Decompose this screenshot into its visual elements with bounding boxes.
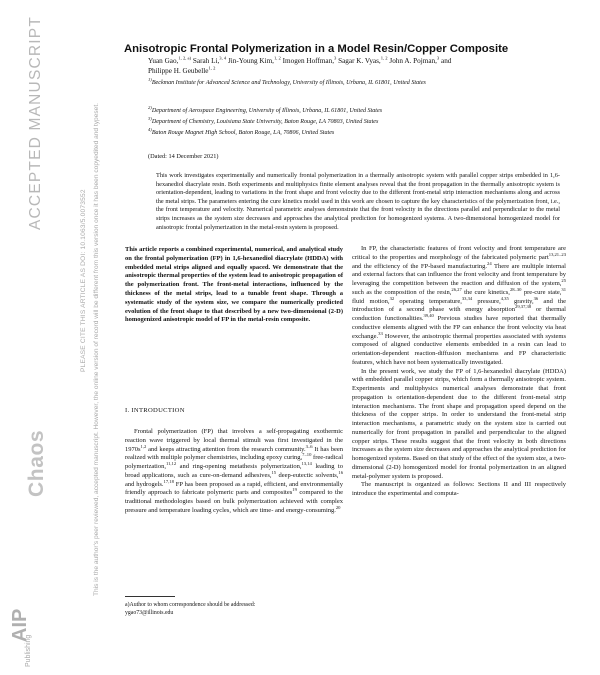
footnote — [125, 601, 343, 617]
text-run: leading to broad applications, such as cure-on-demand adhesives, — [125, 463, 343, 479]
author-name: Sarah Li, — [191, 57, 220, 65]
text-run: There are multiple internal and external factors that can influence the front velocity and front temperature by leveraging the competition between the reaction and diffusion of the system, — [352, 262, 566, 287]
citation-sup: 32 — [389, 295, 395, 301]
affiliation-sup: 3) — [148, 115, 152, 121]
author-sup: 1, 2 — [208, 65, 216, 71]
text-run: However, the anisotropic thermal properties associated with systems composed of aligned conductive elements embedded in a resin can lead to orientation-dependent reaction-diffusion mechanisms and FP characteristic features, which have not been systematically investigated. — [352, 332, 566, 366]
text-run: Frontal polymerization (FP) that involves a self-propagating exothermic reaction wave triggered by local thermal stimuli was first investigated in the 1970s — [125, 428, 343, 453]
text-run: operating temperature, — [394, 297, 462, 305]
author-sup: 1, 2 — [380, 55, 388, 61]
aip-logo-text: AIP — [9, 608, 31, 642]
paper-title: Anisotropic Frontal Polymerization in a Model Resin/Copper Composite — [124, 43, 509, 55]
affiliation-2 — [148, 104, 568, 115]
affiliation-text: Baton Rouge Magnet High School, Baton Rouge, LA, 70806, United States — [151, 130, 335, 136]
citation-sup: 31 — [561, 286, 566, 292]
text-run: It has been realized with multiple polymer chemistries, including epoxy curing, — [125, 445, 344, 462]
accepted-manuscript-watermark: ACCEPTED MANUSCRIPT — [27, 16, 44, 230]
text-run: fluid motion, — [352, 297, 390, 305]
citation-sup: 29,37,38 — [515, 304, 532, 310]
affiliation-sup: 1) — [148, 76, 152, 82]
author-name: Yuan Gao, — [148, 57, 179, 65]
affiliation-text: Department of Chemistry, Louisiana State University, Baton Rouge, LA 70803, United States — [151, 119, 379, 125]
author-name: Imogen Hoffman, — [280, 57, 335, 65]
citation-sup: 33,34 — [461, 295, 473, 301]
lead-paragraph: This article reports a combined experimental, numerical, and analytical study on the frontal polymerization (FP) in 1,6-hexanediol diacrylate (HDDA) with embedded metal strips aligned and equally spaced. We demonstrate that the anisotropic thermal properties of the system lead to anisotropic propagation of the polymerization front. The front-metal interactions, influenced by the thickness of the metal strips, lead to a tunable front shape. Through a systematic study of the system size, we compare the numerically predicted evolution of the front shape to that described by a new two-dimensional (2-D) homogenized anisotropic model of FP in the metal-resin composite. — [125, 246, 343, 324]
citation-sup: 4,35 — [500, 295, 509, 301]
right-paragraph-3: The manuscript is organized as follows: Sections II and III respectively introduce the experimental and computa- — [352, 481, 566, 497]
affiliation-text: Department of Aerospace Engineering, University of Illinois, Urbana, IL 61801, United States — [151, 108, 383, 114]
text-run: Previous studies have reported that thermally conductive elements aligned with the FP can enhance the front velocity via heat exchange. — [352, 315, 566, 340]
left-margin — [0, 0, 112, 675]
author-sup: 3 — [436, 55, 440, 61]
publisher-note: This is the author's peer reviewed, accepted manuscript. However, the online version of record will be different from this version once it has been copyedited and typeset. — [93, 102, 100, 596]
text-run: gravity, — [508, 297, 534, 305]
text-run: deep-eutectic solvents, — [276, 471, 339, 479]
affiliation-4 — [148, 126, 568, 137]
right-column — [352, 245, 566, 499]
text-run: and hydrogels. — [125, 480, 164, 488]
text-run: and keeps attracting attention from the research community. — [146, 445, 306, 453]
author-sup: 1, 2 — [273, 55, 281, 61]
citation-sup: 28–30 — [509, 286, 522, 292]
citation-sup: 7–10 — [302, 452, 312, 458]
citation-sup: 13,14 — [301, 460, 312, 466]
right-paragraph-1 — [352, 245, 566, 368]
text-run: In FP, the characteristic features of front velocity and front temperature are critical to the properties and morphology of the fabricated polymeric part — [352, 245, 566, 261]
author-list — [148, 57, 568, 76]
affiliation-sup: 4) — [148, 126, 152, 132]
text-run: such as the composition of the resin, — [352, 288, 452, 296]
text-run: pressure, — [472, 297, 501, 305]
citation-sup: 11,12 — [165, 460, 177, 466]
citation-sup: 39,40 — [423, 312, 434, 318]
citation-sup: 24 — [487, 260, 492, 266]
citation-sup: 17,18 — [163, 478, 174, 484]
text-run: or thermal conduction functionalities. — [352, 306, 566, 322]
citation-sup: 1,2 — [140, 443, 147, 449]
citation-sup: 13,21–23 — [548, 251, 566, 257]
right-paragraph-2: In the present work, we study the FP of 1,6-hexanediol diacrylate (HDDA) with embedded parallel copper strips, which form a thermally anisotropic system. Experiments and multiphysics numerical analyses demonstrate that front propagation is orientation-dependent due to the different front-metal strip interaction mechanisms. The front shape and propagation speed depend on the thickness of the copper strips. In order to understand the front-metal strip interaction mechanisms, a parametric study on the system size is carried out numerically for front propagation in parallel and perpendicular to the aligned copper strips. These results suggest that the front velocity in both directions increases as the system size decreases and approaches the analytical prediction for homogenized systems. Based on that study of the effect of the system size, a two-dimensional (2-D) homogenized model for frontal polymerization in an aligned metal-polymer system is proposed. — [352, 367, 566, 480]
please-cite-doi: PLEASE CITE THIS ARTICLE AS DOI: 10.1063/5.0073552 — [80, 189, 87, 372]
abstract: This work investigates experimentally and numerically frontal polymerization in a thermally anisotropic system with parallel copper strips embedded in 1,6-hexanediol diacrylate resin. Both experiments and multiphysics finite element analyses reveal that the front propagation in the thermally anisotropic system is orientation-dependent, leading to variations in the front shape and front velocity due to the different front-metal strip interaction mechanisms along and across the metal strips. The parameters entering the cure kinetics model used in this work are chosen to capture the key characteristics of the polymerization front, i.e., the front temperature and velocity. Numerical parametric analyses demonstrate that the front velocity in the directions parallel and perpendicular to the metal strips increases as the system size decreases and approaches the analytical prediction for homogenized systems. A two-dimensional homogenized model for anisotropic frontal polymerization in the metal-resin system is proposed. — [156, 172, 560, 231]
affiliation-1 — [148, 76, 568, 87]
citation-sup: 16 — [338, 469, 343, 475]
correspondence-email[interactable]: ygao73@illinois.edu — [125, 610, 174, 616]
citation-sup: 26,27 — [451, 286, 462, 292]
publishing-logo-text: Publishing — [25, 634, 32, 667]
citation-sup: 20 — [335, 504, 341, 510]
author-sup: 3 — [334, 55, 337, 61]
author-name: John A. Pojman, — [387, 57, 437, 65]
citation-sup: 36 — [533, 295, 539, 301]
text-run: compared to the traditional methodologies based on bulk polymerization achieved with complex pressure and temperature loading cycles, which are time- and energy-consuming. — [125, 489, 343, 514]
author-and: and — [439, 57, 452, 65]
citation-sup: 15 — [271, 469, 277, 475]
text-run: the cure kinetics, — [461, 288, 510, 296]
text-run: and ring-opening metathesis polymerization, — [176, 463, 302, 470]
citation-sup: 3–6 — [305, 443, 313, 449]
text-run: FP has been proposed as a rapid, efficient, and environmentally friendly approach to fabricate polymeric parts and composites — [125, 480, 343, 497]
author-name: Jin-Young Kim, — [226, 57, 274, 65]
citation-sup: 33 — [378, 330, 383, 336]
affiliation-text: Beckman Institute for Advanced Science and Technology, University of Illinois, Urbana, IL 61801, United States — [151, 80, 426, 86]
footnote-rule — [125, 596, 175, 597]
dated-line: (Dated: 14 December 2021) — [148, 153, 219, 160]
affiliation-sup: 2) — [148, 104, 152, 110]
author-sup: 3, 4 — [219, 55, 227, 61]
section-heading-introduction: I. INTRODUCTION — [125, 407, 185, 414]
text-run: and the introduction of a second phase with energy absorption — [352, 297, 566, 314]
text-run: free-radical polymerization, — [125, 454, 343, 470]
citation-sup: 25 — [561, 277, 566, 283]
citation-sup: 19 — [292, 487, 297, 493]
intro-paragraph — [125, 428, 343, 516]
text-run: pre-cure state, — [521, 288, 562, 296]
author-sup: 1, 2, a) — [178, 55, 192, 61]
intro-text — [125, 428, 343, 516]
aip-publishing-logo — [7, 608, 35, 668]
author-name: Sagar K. Vyas, — [336, 57, 381, 65]
text-run: and the efficiency of the FP-based manufacturing. — [352, 262, 488, 270]
journal-name: Chaos — [25, 429, 48, 497]
author-name: Philippe H. Geubelle — [148, 66, 209, 75]
footnote-label: a)Author to whom correspondence should be addressed: — [125, 602, 256, 608]
affiliation-3 — [148, 115, 568, 126]
